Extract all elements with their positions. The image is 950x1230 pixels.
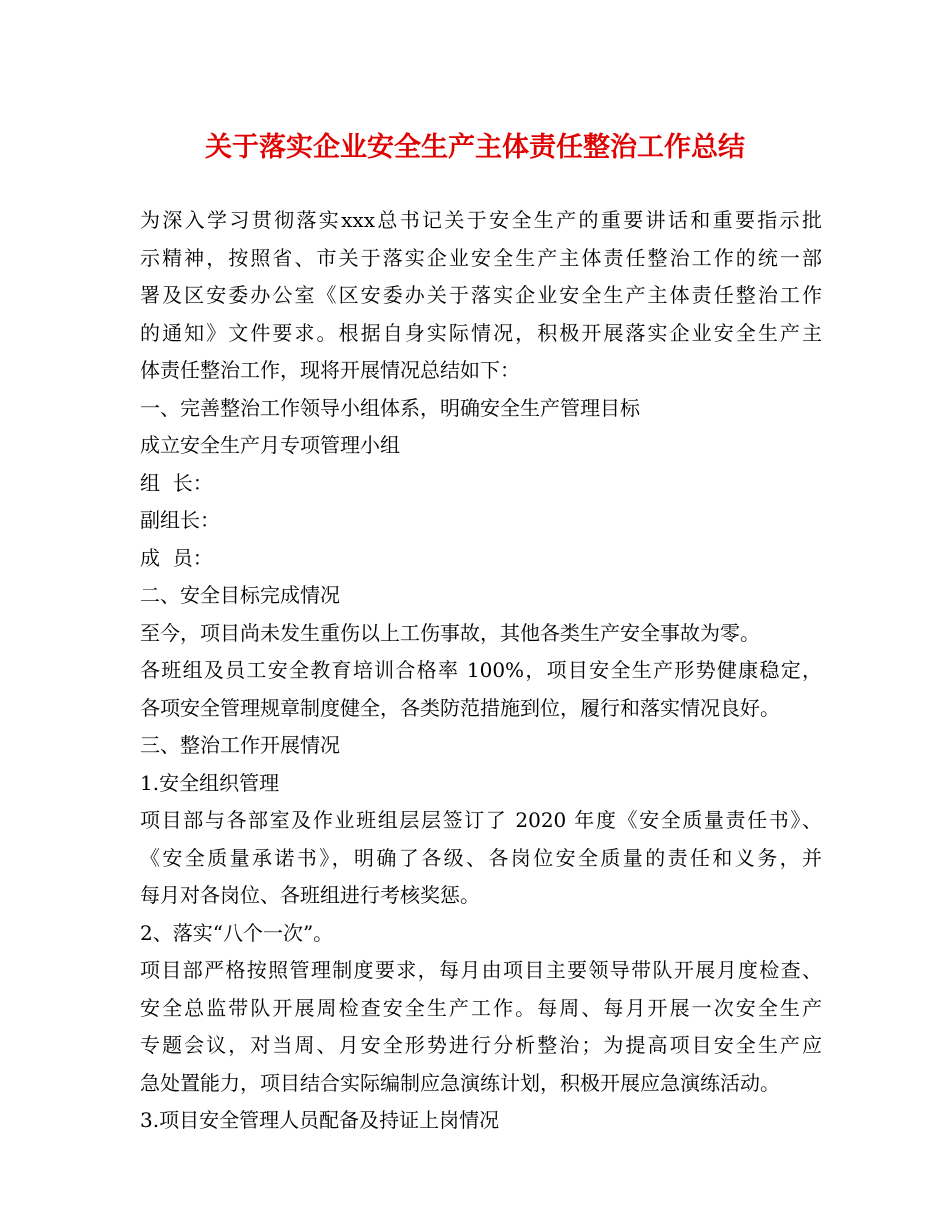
body-line: 每月对各岗位、各班组进行考核奖惩。 — [140, 883, 480, 907]
body-line: 的通知》文件要求。根据自身实际情况，积极开展落实企业安全生产主 — [140, 320, 822, 345]
subsection-heading: 2、落实“八个一次”。 — [140, 920, 334, 945]
body-line: 各项安全管理规章制度健全，各类防范措施到位，履行和落实情况良好。 — [140, 695, 780, 720]
body-line: 《安全质量承诺书》，明确了各级、各岗位安全质量的责任和义务，并 — [140, 845, 822, 870]
body-line: 急处置能力，项目结合实际编制应急演练计划，积极开展应急演练活动。 — [140, 1070, 780, 1095]
subsection-heading: 1.安全组织管理 — [140, 770, 280, 795]
body-line: 体责任整治工作，现将开展情况总结如下： — [140, 358, 520, 382]
body-line: 至今，项目尚未发生重伤以上工伤事故，其他各类生产安全事故为零。 — [140, 620, 760, 645]
body-line: 项目部与各部室及作业班组层层签订了 2020 年度《安全质量责任书》、 — [140, 808, 822, 832]
section-heading: 三、整治工作开展情况 — [140, 733, 340, 757]
section-heading: 一、完善整治工作领导小组体系，明确安全生产管理目标 — [140, 395, 640, 420]
body-line: 署及区安委办公室《区安委办关于落实企业安全生产主体责任整治工作 — [140, 283, 822, 307]
body-line: 示精神，按照省、市关于落实企业安全生产主体责任整治工作的统一部 — [140, 245, 822, 270]
body-line: 专题会议，对当周、月安全形势进行分析整治；为提高项目安全生产应 — [140, 1033, 822, 1057]
body-line: 安全总监带队开展周检查安全生产工作。每周、每月开展一次安全生产 — [140, 995, 822, 1020]
body-line: 成 员： — [140, 545, 213, 570]
subsection-heading: 3.项目安全管理人员配备及持证上岗情况 — [140, 1108, 500, 1132]
body-line: 副组长： — [140, 508, 220, 532]
document-title: 关于落实企业安全生产主体责任整治工作总结 — [205, 132, 745, 163]
body-line: 各班组及员工安全教育培训合格率 100%，项目安全生产形势健康稳定， — [140, 658, 822, 682]
document-body — [140, 202, 822, 1140]
body-line: 项目部严格按照管理制度要求，每月由项目主要领导带队开展月度检查、 — [140, 958, 822, 982]
section-heading: 二、安全目标完成情况 — [140, 583, 340, 607]
body-line: 成立安全生产月专项管理小组 — [140, 433, 400, 457]
body-line: 为深入学习贯彻落实xxx总书记关于安全生产的重要讲话和重要指示批 — [140, 208, 822, 232]
body-line: 组 长： — [140, 470, 213, 495]
